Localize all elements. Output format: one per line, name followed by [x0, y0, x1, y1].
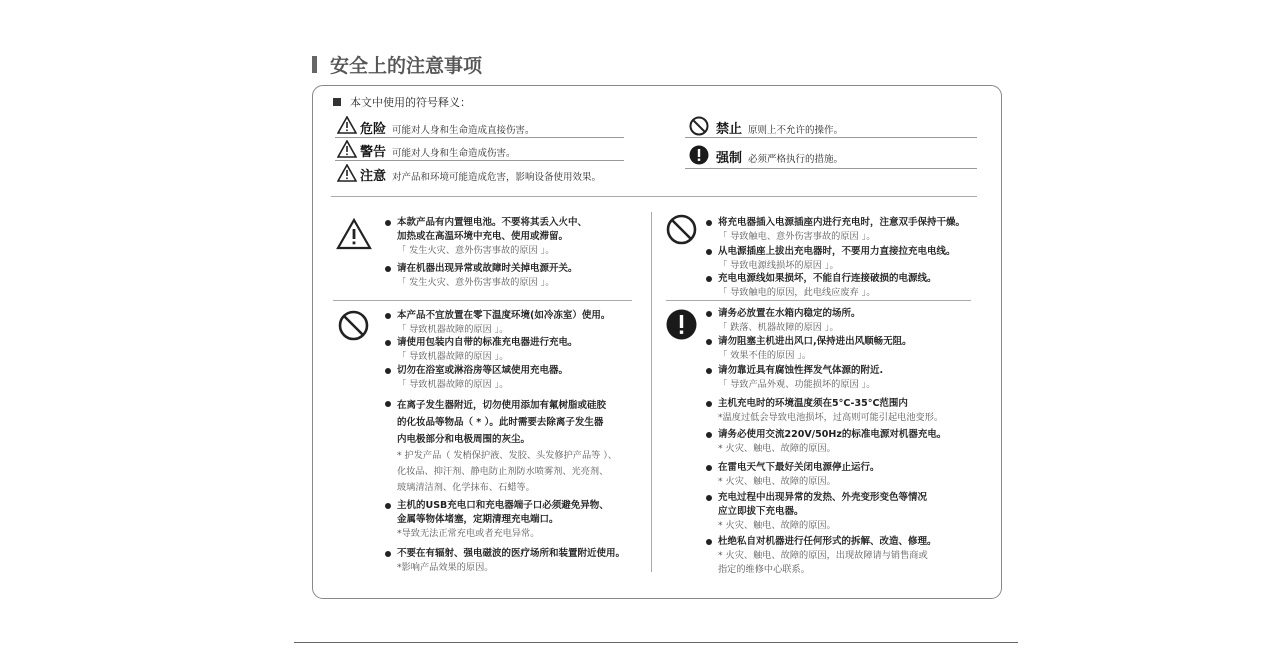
mandatory-icon	[689, 145, 709, 165]
list-item	[718, 491, 927, 533]
item-text: 内电极部分和电极周围的灰尘。	[397, 434, 531, 445]
section-divider	[331, 196, 977, 197]
bullet-icon	[385, 266, 391, 272]
bullet-icon	[706, 495, 712, 501]
caution-desc: 对产品和环境可能造成危害，影响设备使用效果。	[392, 172, 602, 183]
bullet-icon	[706, 220, 712, 226]
item-text: 在离子发生器附近，切勿使用添加有氟树脂或硅胶	[397, 400, 607, 411]
caution-word: 注意	[360, 169, 387, 184]
bullet-icon	[385, 340, 391, 346]
legend-danger	[360, 118, 535, 137]
bullet-icon	[706, 276, 712, 282]
list-item	[718, 397, 943, 425]
item-text: 应立即拔下充电器。	[718, 506, 804, 517]
list-item	[718, 335, 912, 363]
bullet-icon	[706, 339, 712, 345]
item-text: 从电源插座上拔出充电器时，不要用力直接拉充电电线。	[718, 246, 956, 257]
item-note: 「 导致触电的原因，此电线应废弃 」。	[718, 287, 876, 298]
item-text: 请勿靠近具有腐蚀性挥发气体源的附近.	[718, 365, 884, 376]
item-text: 主机充电时的环境温度须在5°C-35°C范围内	[718, 398, 908, 409]
warning-word: 警告	[360, 145, 387, 160]
bullet-icon	[706, 465, 712, 471]
bullet-icon	[706, 311, 712, 317]
bullet-icon	[385, 220, 391, 226]
list-item	[718, 307, 861, 335]
item-note: *温度过低会导致电池损坏，过高则可能引起电池变形。	[718, 412, 944, 423]
item-text: 主机的USB充电口和充电器端子口必须避免异物、	[397, 500, 609, 511]
list-item	[397, 499, 609, 541]
footer-rule	[294, 642, 1018, 643]
square-bullet-icon	[333, 98, 341, 106]
bullet-icon	[385, 368, 391, 374]
item-note: 指定的维修中心联系。	[718, 564, 810, 575]
legend-heading-text: 本文中使用的符号释义：	[350, 96, 471, 109]
legend-divider	[335, 137, 624, 138]
item-text: 加热或在高温环境中充电、使用或滞留。	[397, 231, 569, 242]
item-text: 请使用包装内自带的标准充电器进行充电。	[397, 337, 578, 348]
bullet-icon	[706, 539, 712, 545]
legend-heading	[333, 94, 471, 110]
section-divider	[666, 300, 971, 301]
item-text: 杜绝私自对机器进行任何形式的拆解、改造、修理。	[718, 536, 937, 547]
bullet-icon	[706, 249, 712, 255]
item-text: 请勿阻塞主机进出风口,保持进出风顺畅无阻。	[718, 336, 912, 347]
bullet-icon	[385, 503, 391, 509]
item-text: 充电过程中出现异常的发热、外壳变形变色等情况	[718, 492, 928, 503]
item-note: 「 导致机器故障的原因 」。	[397, 379, 509, 390]
bullet-icon	[385, 551, 391, 557]
danger-word: 危险	[360, 122, 387, 137]
list-item	[397, 364, 568, 392]
bullet-icon	[706, 401, 712, 407]
list-item	[718, 364, 883, 392]
legend-warning	[360, 141, 516, 160]
mandatory-desc: 必须严格执行的措施。	[748, 154, 844, 165]
item-text: 将充电器插入电源插座内进行充电时，注意双手保持干燥。	[718, 217, 966, 228]
bullet-icon	[385, 401, 391, 407]
item-note: * 火灾、触电、故障的原因。	[718, 443, 836, 454]
list-item	[718, 245, 956, 273]
legend-caution	[360, 165, 601, 184]
item-text: 金属等物体堵塞，定期清理充电端口。	[397, 514, 559, 525]
bullet-icon	[385, 313, 391, 319]
list-item	[397, 309, 610, 337]
item-text: 切勿在浴室或淋浴房等区域使用充电器。	[397, 365, 569, 376]
item-note: * 火灾、触电、故障的原因。	[718, 520, 836, 531]
item-text: 的化妆品等物品（ * ）。此时需要去除离子发生器	[397, 417, 604, 428]
list-item	[718, 535, 937, 577]
prohibit-icon	[689, 116, 709, 136]
item-text: 请在机器出现异常或故障时关掉电源开关。	[397, 263, 578, 274]
item-note: 「 导致电源线损坏的原因 」。	[718, 260, 839, 271]
item-note: 「 导致产品外观、功能损坏的原因 」。	[718, 379, 876, 390]
prohibit-icon	[666, 214, 697, 245]
item-text: 在雷电天气下最好关闭电源停止运行。	[718, 462, 880, 473]
danger-triangle-icon	[337, 116, 357, 134]
item-text: 请务必放置在水箱内稳定的场所。	[718, 308, 861, 319]
prohibit-icon	[338, 310, 369, 341]
item-note: * 护发产品（ 发梢保护液、发胶、头发修护产品等 ）、	[397, 450, 618, 461]
bullet-icon	[706, 432, 712, 438]
list-item	[397, 336, 578, 364]
item-note: * 火灾、触电、故障的原因。	[718, 476, 836, 487]
item-note: *导致无法正常充电或者充电异常。	[397, 528, 540, 539]
legend-prohibit	[716, 118, 843, 137]
item-note: 「 导致机器故障的原因 」。	[397, 351, 509, 362]
item-note: 「 发生火灾、意外伤害事故的原因 」。	[397, 277, 555, 288]
warning-desc: 可能对人身和生命造成伤害。	[392, 148, 516, 159]
item-note: *影响产品效果的原因。	[397, 562, 494, 573]
item-note: 化妆品、抑汗剂、静电防止剂防水喷雾剂、光亮剂、	[397, 466, 609, 477]
item-text: 充电电源线如果损坏，不能自行连接破损的电源线。	[718, 273, 937, 284]
section-divider	[333, 300, 632, 301]
item-note: 「 导致机器故障的原因 」。	[397, 324, 509, 335]
column-divider	[651, 212, 652, 572]
caution-triangle-icon	[337, 164, 357, 182]
warning-triangle-icon	[336, 218, 372, 250]
item-note: 「 导致触电、意外伤害事故的原因 」。	[718, 231, 876, 242]
list-item	[397, 547, 625, 575]
prohibit-word: 禁止	[716, 122, 743, 137]
item-text: 请务必使用交流220V/50Hz的标准电源对机器充电。	[718, 429, 947, 440]
item-text: 本产品不宜放置在零下温度环境(如冷冻室）使用。	[397, 310, 611, 321]
bullet-icon	[706, 368, 712, 374]
legend-mandatory	[716, 147, 843, 166]
list-item	[397, 216, 587, 258]
legend-divider	[335, 160, 624, 161]
list-item	[397, 262, 578, 290]
legend-divider	[685, 137, 977, 138]
mandatory-word: 强制	[716, 151, 743, 166]
item-note: 「 发生火灾、意外伤害事故的原因 」。	[397, 245, 555, 256]
mandatory-icon	[666, 309, 697, 340]
list-item	[397, 397, 617, 496]
danger-desc: 可能对人身和生命造成直接伤害。	[392, 125, 535, 136]
list-item	[718, 461, 880, 489]
list-item	[718, 428, 946, 456]
item-text: 本款产品有内置锂电池。不要将其丢入火中、	[397, 217, 588, 228]
prohibit-desc: 原则上不允许的操作。	[748, 125, 844, 136]
item-note: 「 效果不佳的原因 」。	[718, 350, 812, 361]
list-item	[718, 216, 965, 244]
title-bar-marker	[312, 56, 317, 73]
item-note: 「 跌落、机器故障的原因 」。	[718, 322, 839, 333]
warning-triangle-icon	[337, 140, 357, 158]
item-note: 玻璃清洁剂、化学抹布、石蜡等。	[397, 482, 535, 493]
legend-divider	[685, 168, 977, 169]
item-note: * 火灾、触电、故障的原因，出现故障请与销售商或	[718, 550, 928, 561]
list-item	[718, 272, 937, 300]
item-text: 不要在有辐射、强电磁波的医疗场所和装置附近使用。	[397, 548, 626, 559]
page-title: 安全上的注意事项	[330, 55, 483, 77]
